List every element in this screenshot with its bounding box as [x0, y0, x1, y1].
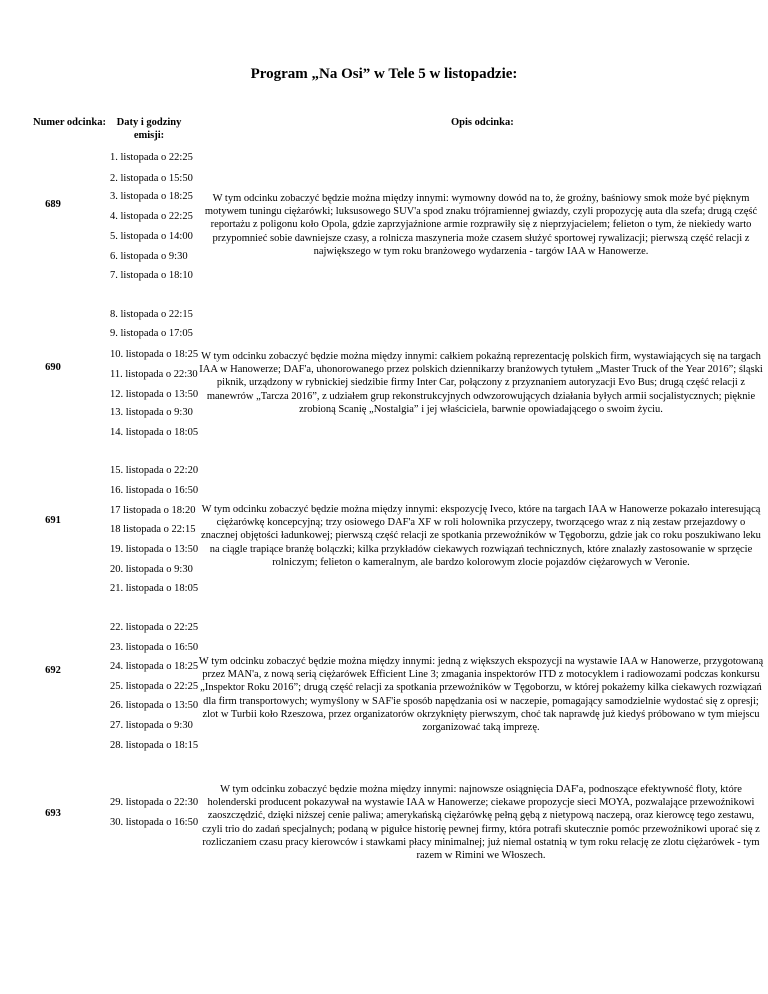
episode-number: 690: [45, 362, 61, 373]
air-date: 2. listopada o 15:50: [110, 173, 193, 184]
air-date: 1. listopada o 22:25: [110, 152, 193, 163]
header-episode-number: Numer odcinka:: [33, 117, 107, 128]
episode-number: 693: [45, 808, 61, 819]
air-date: 22. listopada o 22:25: [110, 622, 199, 633]
header-air-dates: Daty i godziny emisji:: [116, 117, 182, 141]
air-date: 9. listopada o 17:05: [110, 328, 193, 339]
episode-number: 692: [45, 665, 61, 676]
air-date: 5. listopada o 14:00: [110, 231, 193, 242]
air-date: 30. listopada o 16:50: [110, 817, 199, 828]
air-date: 25. listopada o 22:25: [110, 681, 199, 692]
air-date: 6. listopada o 9:30: [110, 251, 188, 262]
air-date: 18 listopada o 22:15: [110, 524, 196, 535]
air-date: 24. listopada o 18:25: [110, 661, 199, 672]
air-date: 23. listopada o 16:50: [110, 642, 199, 653]
air-date: 10. listopada o 18:25: [110, 349, 199, 360]
air-date: 27. listopada o 9:30: [110, 720, 193, 731]
air-date: 11. listopada o 22:30: [110, 369, 198, 380]
episode-description: W tym odcinku zobaczyć będzie można między innymi: wymowny dowód na to, że groźny, baśniowy smok może być pięknym motywem tuningu ciężarówki; luksusowego SUV'a spod znaku trójramiennej gwiazdy, czyli propozycję auta dla szefa; drugą część reportażu z poligonu koło Opola, gdzie zaprzyjaźnione armie rozprawiły się z nieprzyjacielem; felieton o tym, że niekiedy warto przypomnieć sobie dawniejsze czasy, a rolnicza maszyneria może czasem służyć sportowej rywalizacji; pierwszą część relacji z największego w tym roku branżowego wydarzenia - targów IAA w Hanowerze.: [204, 193, 758, 257]
air-date: 3. listopada o 18:25: [110, 191, 193, 202]
episode-description: W tym odcinku zobaczyć będzie można między innymi: całkiem pokaźną reprezentację polskich firm, wystawiających się na targach IAA w Hanowerze; DAF'a, uhonorowanego przez polskich dziennikarzy branżowych tytułem „Master Truck of the Year 2016”; śląski piknik, urządzony w rybnickiej siedzibie firmy Inter Car, połączony z przyznaniem autoryzacji Evo Bus; drugą część relacji z manewrów „Tarcza 2016”, z udziałem grup rekonstrukcyjnych odwzorowujących działania byłych armii socjalistycznych; pięknie zrobioną Scanię „Nostalgia” i jej właściciela, barwnie opowiadającego o swoim życiu.: [199, 351, 763, 415]
air-date: 26. listopada o 13:50: [110, 700, 199, 711]
air-date: 21. listopada o 18:05: [110, 583, 199, 594]
air-date: 4. listopada o 22:25: [110, 211, 193, 222]
air-date: 13. listopada o 9:30: [110, 407, 193, 418]
air-date: 20. listopada o 9:30: [110, 564, 193, 575]
air-date: 28. listopada o 18:15: [110, 740, 199, 751]
air-date: 7. listopada o 18:10: [110, 270, 193, 281]
episode-description: W tym odcinku zobaczyć będzie można między innymi: jedną z większych ekspozycji na wystawie IAA w Hanowerze, przygotowaną przez MAN'a, z nową serią ciężarówek Efficient Line 3; zmagania inspektorów ITD z motocyklem i radiowozami podczas konkursu „Inspektor Roku 2016”; drugą część relacji za spotkania przewoźników w Tęgoborzu, w której pokażemy kilka ciekawych rozwiązań dla firm transportowych; wymyślony w SAF'ie sposób napędzania osi w naczepie, pomagający samodzielnie wydostać się z opresji; zlot w Turbii koło Rzeszowa, przez organizatorów okrzyknięty pierwszym, choć tak naprawdę już kiedyś próbowano w tym miejscu zorganizować taką imprezę.: [198, 656, 764, 734]
episode-number: 689: [45, 199, 61, 210]
page-title: Program „Na Osi” w Tele 5 w listopadzie:: [250, 66, 518, 82]
air-date: 16. listopada o 16:50: [110, 485, 199, 496]
episode-number: 691: [45, 515, 61, 526]
air-date: 29. listopada o 22:30: [110, 797, 199, 808]
episode-description: W tym odcinku zobaczyć będzie można między innymi: najnowsze osiągnięcia DAF'a, podnoszące efektywność floty, które holenderski producent pokazywał na wystawie IAA w Hanowerze; ciekawe propozycje sieci MOYA, pozwalające przewoźnikowi zaoszczędzić, dzięki niższej cenie paliwa; amerykańską ciężarówkę pełną gębą z nietypową naczepą, oraz kierowcę tego zestawu, czyli trio do zadań specjalnych; podaną w pigułce historię pewnej firmy, która potrafi skutecznie pomóc przewoźnikowi uporać się z rozliczaniem czasu pracy kierowców i stawkami płacy minimalnej; już niemal ostatnią w tym roku relację ze zlotu ciężarówek - tym razem w Rimini we Włoszech.: [202, 784, 760, 862]
air-date: 8. listopada o 22:15: [110, 309, 193, 320]
air-date: 15. listopada o 22:20: [110, 465, 199, 476]
header-description: Opis odcinka:: [451, 117, 514, 128]
air-date: 14. listopada o 18:05: [110, 427, 199, 438]
episode-description: W tym odcinku zobaczyć będzie można między innymi: ekspozycję Iveco, które na targach IAA w Hanowerze pokazało interesującą ciężarówkę koncepcyjną; trzy osiowego DAF'a XF w roli holownika przyczepy, tworzącego wraz z nią zestaw przejazdowy o znacznej objętości ładunkowej; pierwszą część relacji ze spotkania przewoźników w Tęgoborzu, gdzie jak co roku poszukiwano leku na ciągle trapiące branżę bolączki; kilka przykładów ciekawych rozwiązań technicznych, które znalazły zastosowanie w sprzęcie rolniczym; felieton o kameralnym, ale bardzo kolorowym zlocie pojazdów ciężarowych w Veronie.: [201, 504, 761, 568]
air-date: 12. listopada o 13:50: [110, 389, 199, 400]
air-date: 17 listopada o 18:20: [110, 505, 196, 516]
air-date: 19. listopada o 13:50: [110, 544, 199, 555]
